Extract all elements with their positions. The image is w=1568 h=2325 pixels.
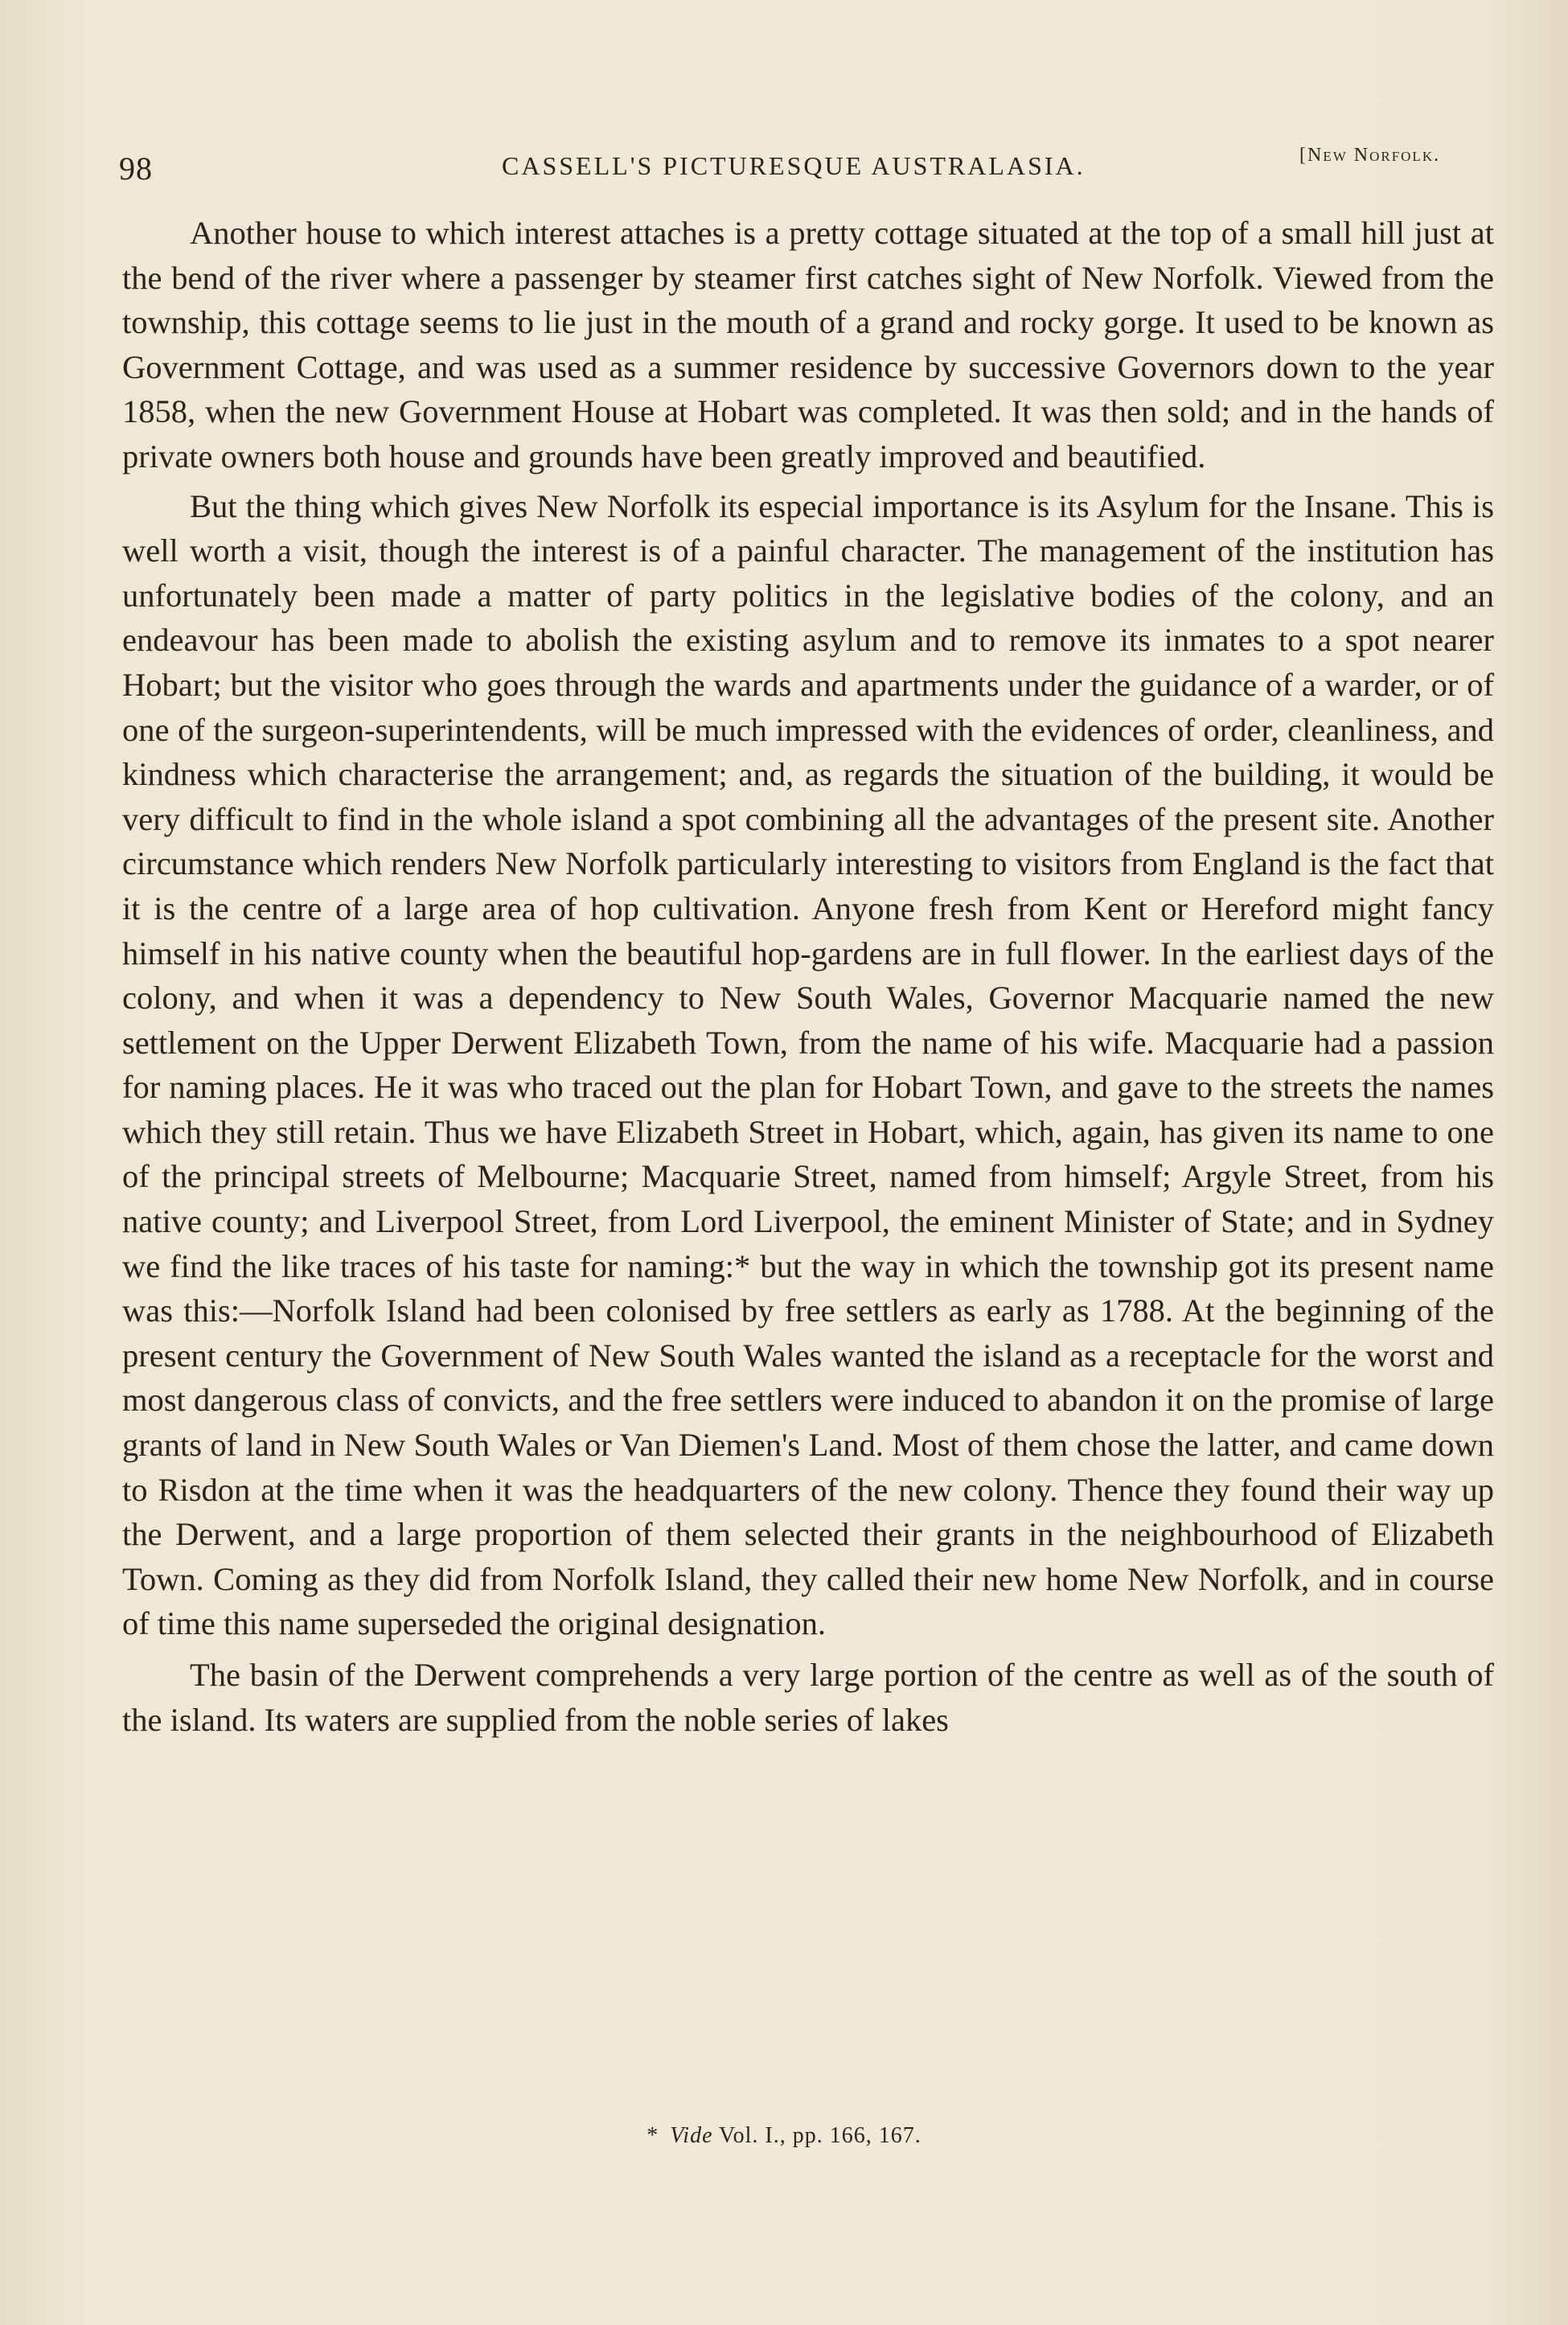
footnote-marker: * bbox=[646, 2123, 659, 2148]
page-header bbox=[119, 145, 1496, 193]
footnote bbox=[0, 2123, 1568, 2149]
running-title: CASSELL'S PICTURESQUE AUSTRALASIA. bbox=[502, 151, 1086, 180]
footnote-text: Vol. I., pp. 166, 167. bbox=[719, 2123, 922, 2148]
section-tag: [New Norfolk. bbox=[1299, 145, 1441, 166]
paragraph-cottage: Another house to which interest attaches is a pretty cottage situated at the top of a small hill just at the bend of the river where a passenger by steamer first catches sight of New Norfolk. Viewed from the township, this cottage seems to lie just in the mouth of a grand and rocky gorge. It used to be known as Government Cottage, and was used as a summer residence by successive Governors down to the year 1858, when the new Government House at Hobart was completed. It was then sold; and in the hands of private owners both house and grounds have been greatly improved and beautified. bbox=[122, 215, 1494, 474]
paragraph-asylum: But the thing which gives New Norfolk its especial importance is its Asylum for the Insane. This is well worth a visit, though the interest is of a painful character. The management of the institution has unfortunately been made a matter of party politics in the legislative bodies of the colony, and an endeavour has been made to abolish the existing asylum and to remove its inmates to a spot nearer Hobart; but the visitor who goes through the wards and apartments under the guidance of a warder, or of one of the surgeon-superintendents, will be much impressed with the evidences of order, cleanliness, and kindness which characterise the arrangement; and, as regards the situation of the building, it would be very difficult to find in the whole island a spot combining all the advantages of the present site. Another circumstance which renders New Norfolk particularly interesting to visitors from England is the fact that it is the centre of a large area of hop cultivation. Anyone fresh from Kent or Hereford might fancy himself in his native county when the beautiful hop-gardens are in full flower. In the earliest days of the colony, and when it was a dependency to New South Wales, Governor Macquarie named the new settlement on the Upper Derwent Elizabeth Town, from the name of his wife. Macquarie had a passion for naming places. He it was who traced out the plan for Hobart Town, and gave to the streets the names which they still retain. Thus we have Elizabeth Street in Hobart, which, again, has given its name to one of the principal streets of Melbourne; Macquarie Street, named from himself; Argyle Street, from his native county; and Liverpool Street, from Lord Liverpool, the eminent Minister of State; and in Sydney we find the like traces of his taste for naming:* but the way in which the township got its present name was this:—Norfolk Island had been colonised by free settlers as early as 1788. At the beginning of the present century the Government of New South Wales wanted the island as a receptacle for the worst and most dangerous class of convicts, and the free settlers were induced to abandon it on the promise of large grants of land in New South Wales or Van Diemen's Land. Most of them chose the latter, and came down to Risdon at the time when it was the headquarters of the new colony. Thence they found their way up the Derwent, and a large proportion of them selected their grants in the neighbourhood of Elizabeth Town. Coming as they did from Norfolk Island, they called their new home New Norfolk, and in course of time this name superseded the original designation. bbox=[122, 487, 1494, 1642]
footnote-vide: Vide bbox=[670, 2123, 713, 2148]
page-number: 98 bbox=[119, 150, 153, 187]
paragraph-derwent-basin: The basin of the Derwent comprehends a very large portion of the centre as well as of the south of the island. Its waters are supplied from the noble series of lakes bbox=[122, 1657, 1494, 1738]
body-text bbox=[122, 211, 1494, 1742]
